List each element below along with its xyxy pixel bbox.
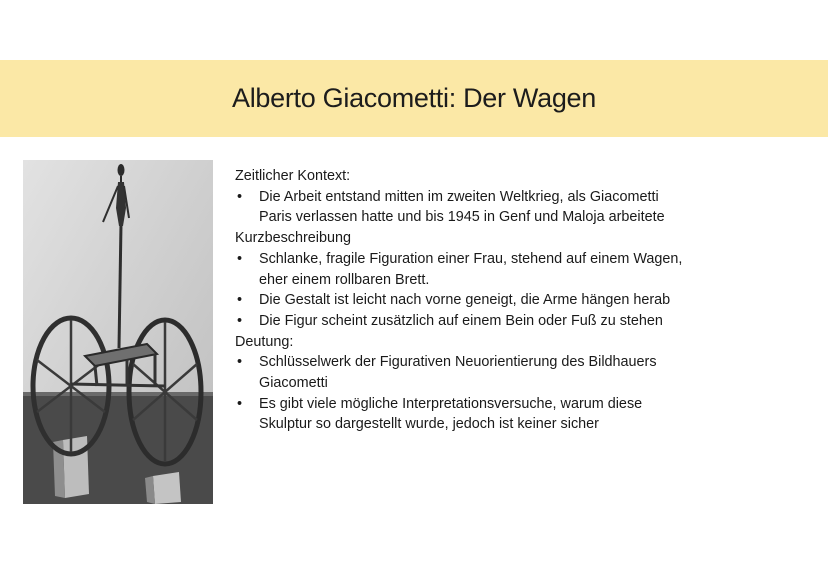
list-item-text: Die Arbeit entstand mitten im zweiten Weltkrieg, als Giacometti Paris verlassen hatte und bis 1945 in Genf und Maloja arbeitete <box>259 188 665 226</box>
list-item <box>235 290 695 311</box>
list-item-text: Schlanke, fragile Figuration einer Frau, stehend auf einem Wagen, eher einem rollbaren Brett. <box>259 250 683 288</box>
bullet-list <box>235 352 695 435</box>
list-item-text: Die Figur scheint zusätzlich auf einem Bein oder Fuß zu stehen <box>259 312 663 329</box>
bullet-list <box>235 249 695 332</box>
section-deutung <box>235 332 695 436</box>
section-zeitlicher-kontext <box>235 166 695 228</box>
bullet-glyph: • <box>237 312 243 329</box>
list-item <box>235 311 695 332</box>
bullet-glyph: • <box>237 250 243 267</box>
bullet-glyph: • <box>237 395 243 412</box>
bullet-glyph: • <box>237 188 243 205</box>
sculpture-photo <box>23 160 213 504</box>
list-item-text: Es gibt viele mögliche Interpretationsversuche, warum diese Skulptur so dargestellt wurde, jedoch ist keiner sicher <box>259 395 643 433</box>
list-item <box>235 187 695 228</box>
bullet-glyph: • <box>237 354 243 371</box>
list-item <box>235 394 695 435</box>
section-kurzbeschreibung <box>235 228 695 332</box>
text-content <box>235 166 695 435</box>
list-item <box>235 352 695 393</box>
list-item-text: Die Gestalt ist leicht nach vorne geneigt, die Arme hängen herab <box>259 292 671 309</box>
list-item-text: Schlüsselwerk der Figurativen Neuorientierung des Bildhauers Giacometti <box>259 354 657 392</box>
section-heading: Deutung: <box>235 333 294 350</box>
bullet-glyph: • <box>237 292 243 309</box>
title-band <box>0 60 828 137</box>
section-heading: Zeitlicher Kontext: <box>235 168 351 184</box>
slide-title: Alberto Giacometti: Der Wagen <box>232 83 596 113</box>
bullet-list <box>235 187 695 228</box>
list-item <box>235 249 695 290</box>
section-heading: Kurzbeschreibung <box>235 230 351 247</box>
